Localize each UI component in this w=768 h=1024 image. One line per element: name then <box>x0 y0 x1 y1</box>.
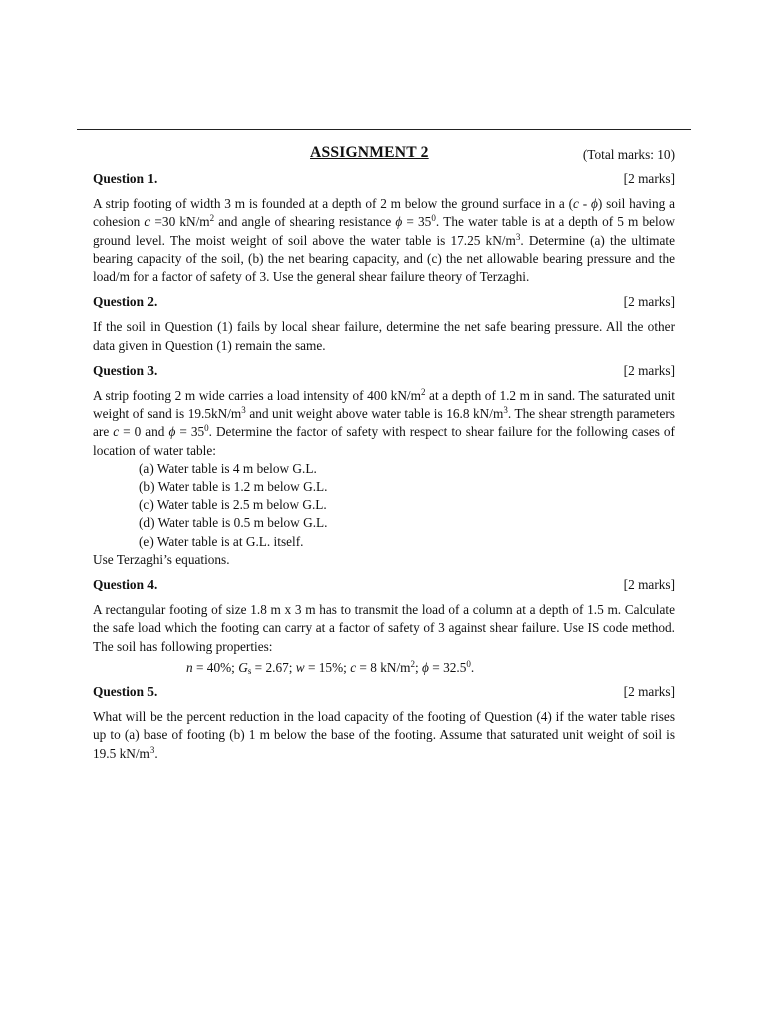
question-4-title: Question 4. <box>93 577 158 593</box>
question-2-marks: [2 marks] <box>623 294 675 310</box>
assignment-page <box>93 144 675 770</box>
list-item: (a) Water table is 4 m below G.L. <box>139 460 317 476</box>
question-4-marks: [2 marks] <box>623 577 675 593</box>
question-4-text: A rectangular footing of size 1.8 m x 3 m has to transmit the load of a column at a depth of 1.5 m. Calculate the safe load which the footing can carry at a factor of safety of 3 against shear failure. Use IS code method. The soil has following properties: <box>93 602 675 654</box>
question-1-header <box>93 170 675 188</box>
title-row <box>93 144 675 164</box>
question-5-text: What will be the percent reduction in the load capacity of the footing of Question (4) if the water table rises up to (a) base of footing (b) 1 m below the base of the footing. Assume that saturated unit weight of soil is 19.5 $kN/m^3$. <box>93 709 675 761</box>
question-5-header <box>93 683 675 701</box>
question-1-title: Question 1. <box>93 171 158 186</box>
assignment-title: ASSIGNMENT 2 <box>310 144 429 161</box>
question-3-marks: [2 marks] <box>623 362 675 378</box>
question-3-closing: Use Terzaghi’s equations. <box>93 551 230 567</box>
list-item: (d) Water table is 0.5 m below G.L. <box>139 515 328 531</box>
question-3-header <box>93 362 675 380</box>
list-item: (c) Water table is 2.5 m below G.L. <box>139 497 327 513</box>
question-2-title: Question 2. <box>93 294 158 310</box>
question-4-header <box>93 576 675 594</box>
question-2-header <box>93 293 675 311</box>
list-item: (e) Water table is at G.L. itself. <box>139 533 304 549</box>
question-5-marks: [2 marks] <box>623 684 675 700</box>
question-4-properties: n = 40%; $G_s = 2.67$; w = 15%; c = 8 $kN/m^2$; $\phi = 32.5^0$. <box>186 658 475 676</box>
question-3-case-list <box>93 460 675 551</box>
question-3-title: Question 3. <box>93 362 158 378</box>
total-marks: (Total marks: 10) <box>582 147 675 162</box>
question-3-text: A strip footing 2 m wide carries a load intensity of 400 $kN/m^2$ at a depth of 1.2 m in sand. The saturated unit weight of sand is $19.5kN/m^3$ and unit weight above water table is 16.8 $kN/m^3$. The shear strength parameters are c = 0 and $\phi = 35^0$. Determine the factor of safety with respect to shear failure for the following cases of location of water table: <box>93 387 675 458</box>
question-2-text: If the soil in Question (1) fails by local shear failure, determine the net safe bearing pressure. All the other data given in Question (1) remain the same. <box>93 319 675 353</box>
header-rule <box>77 129 691 130</box>
question-1-text: A strip footing of width 3 m is founded at a depth of 2 m below the ground surface in a (c - ϕ) soil having a cohesion c =30 $kN/m^2$ and angle of shearing resistance $\phi = 35^0$. The water table is at a depth of 5 m below ground level. The moist weight of soil above the water table is 17.25 $kN/m^3$. Determine (a) the ultimate bearing capacity of the soil, (b) the net bearing capacity, and (c) the net allowable bearing pressure and the load/m for a factor of safety of 3. Use the general shear failure theory of Terzaghi. <box>93 196 676 285</box>
list-item: (b) Water table is 1.2 m below G.L. <box>139 479 328 495</box>
question-5-title: Question 5. <box>93 684 158 700</box>
question-1-marks: [2 marks] <box>623 171 675 186</box>
